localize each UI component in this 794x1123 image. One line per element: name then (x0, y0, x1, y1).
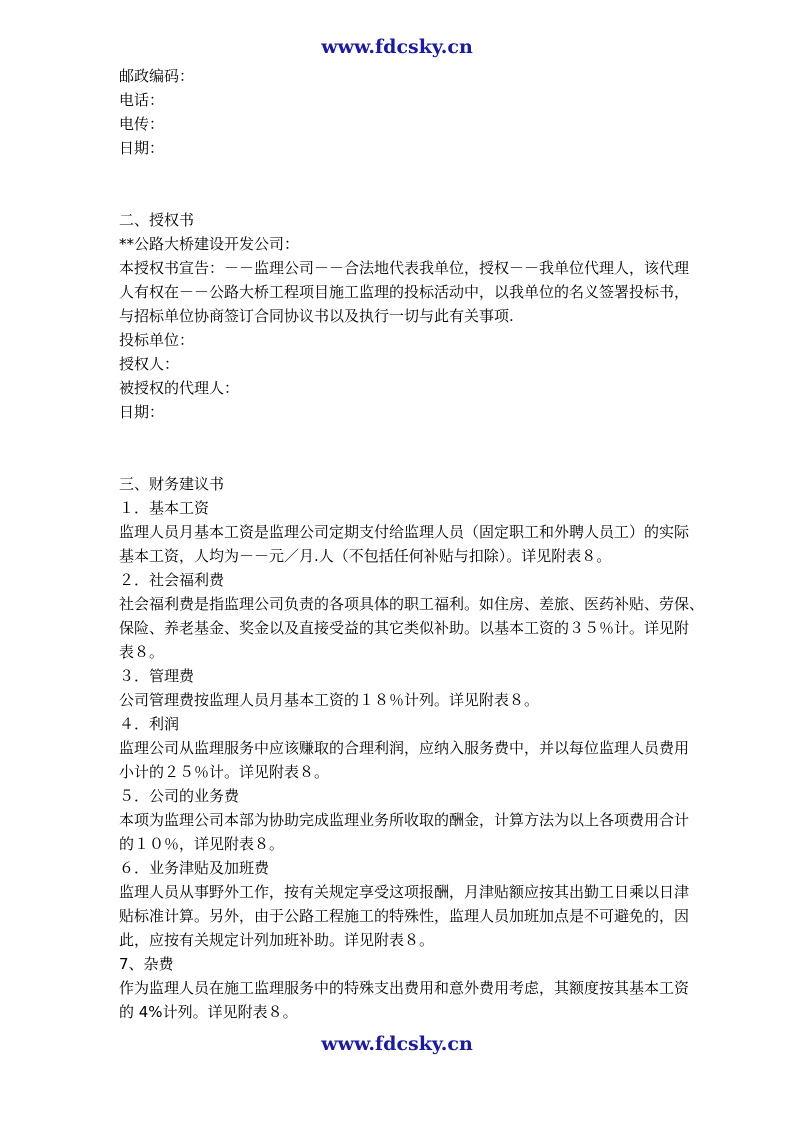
finance-item-line: 公司管理费按监理人员月基本工资的１８％计列。详见附表８。 (119, 691, 540, 709)
finance-item-line: 此，应按有关规定计列加班补助。详见附表８。 (119, 931, 435, 949)
finance-item-line: 本项为监理公司本部为协助完成监理业务所收取的酬金，计算方法为以上各项费用合计 (119, 811, 690, 829)
document-body (119, 64, 739, 1024)
bidder-label: 投标单位： (119, 331, 195, 349)
finance-item-line: 表８。 (119, 643, 165, 661)
finance-item-line: 贴标准计算。另外，由于公路工程施工的特殊性，监理人员加班加点是不可避免的，因 (119, 907, 690, 925)
finance-item-title: ３．管理费 (119, 667, 195, 685)
spacer (119, 160, 739, 208)
finance-item-line: 的 4%计列。详见附表８。 (119, 1003, 298, 1021)
postcode-label: 邮政编码： (119, 67, 195, 85)
finance-item-line: 保险、养老基金、奖金以及直接受益的其它类似补助。以基本工资的３５％计。详见附 (119, 619, 690, 637)
spacer (119, 424, 739, 472)
authorization-date-label: 日期： (119, 403, 165, 421)
authorization-body-line: 人有权在－－公路大桥工程项目施工监理的投标活动中，以我单位的名义签署投标书， (119, 283, 690, 301)
finance-item-title: 7、杂费 (119, 955, 174, 973)
agent-label: 被授权的代理人： (119, 379, 240, 397)
finance-item-title: ５．公司的业务费 (119, 787, 240, 805)
finance-item-line: 基本工资，人均为－－元／月.人（不包括任何补贴与扣除）。详见附表８。 (119, 547, 612, 565)
authorization-heading: 二、授权书 (119, 211, 195, 229)
finance-item-title: １．基本工资 (119, 499, 210, 517)
header-site-link[interactable]: www.fdcsky.cn (321, 36, 473, 58)
contact-date-label: 日期： (119, 139, 165, 157)
authorization-addressee: **公路大桥建设开发公司： (119, 235, 300, 253)
finance-item-line: 监理人员月基本工资是监理公司定期支付给监理人员（固定职工和外聘人员工）的实际 (119, 523, 690, 541)
finance-item-title: ６．业务津贴及加班费 (119, 859, 270, 877)
finance-item-title: ４．利润 (119, 715, 180, 733)
finance-item-line: 监理人员从事野外工作，按有关规定享受这项报酬，月津贴额应按其出勤工日乘以日津 (119, 883, 690, 901)
finance-item-line: 小计的２５％计。详见附表８。 (119, 763, 330, 781)
authorization-body-line: 与招标单位协商签订合同协议书以及执行一切与此有关事项. (119, 307, 514, 325)
finance-item-title: ２．社会福利费 (119, 571, 225, 589)
fax-label: 电传： (119, 115, 165, 133)
footer-site-link[interactable]: www.fdcsky.cn (321, 1033, 473, 1055)
finance-item-line: 作为监理人员在施工监理服务中的特殊支出费用和意外费用考虑，其额度按其基本工资 (119, 979, 690, 997)
grantor-label: 授权人： (119, 355, 180, 373)
finance-heading: 三、财务建议书 (119, 475, 225, 493)
finance-item-line: 监理公司从监理服务中应该赚取的合理利润，应纳入服务费中，并以每位监理人员费用 (119, 739, 690, 757)
finance-item-line: 的１０％，详见附表８。 (119, 835, 285, 853)
authorization-body-line: 本授权书宣告：－－监理公司－－合法地代表我单位，授权－－我单位代理人，该代理 (119, 259, 690, 277)
finance-item-line: 社会福利费是指监理公司负责的各项具体的职工福利。如住房、差旅、医药补贴、劳保、 (119, 595, 705, 613)
phone-label: 电话： (119, 91, 165, 109)
